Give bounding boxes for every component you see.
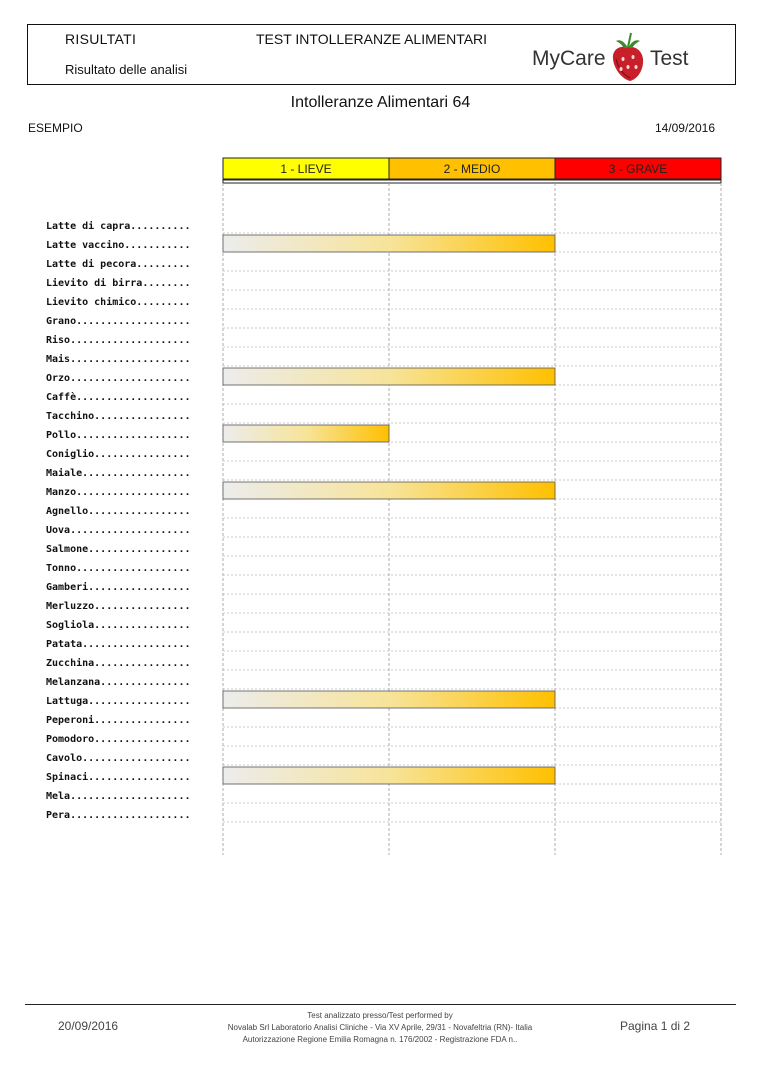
report-date: 14/09/2016 bbox=[654, 121, 715, 135]
food-label: Agnello................. bbox=[46, 506, 191, 517]
header-underline bbox=[223, 180, 721, 183]
food-label: Latte vaccino........... bbox=[46, 240, 191, 251]
intolerance-bar bbox=[223, 767, 555, 784]
intolerance-bar bbox=[223, 691, 555, 708]
food-label: Cavolo.................. bbox=[46, 753, 191, 764]
patient-name: ESEMPIO bbox=[28, 121, 83, 135]
food-label: Orzo.................... bbox=[46, 373, 191, 384]
food-label: Latte di pecora......... bbox=[46, 259, 191, 270]
intolerance-bar bbox=[223, 482, 555, 499]
food-label: Lievito di birra........ bbox=[46, 278, 191, 289]
food-label: Melanzana............... bbox=[46, 677, 191, 688]
footer-date: 20/09/2016 bbox=[58, 1019, 119, 1033]
logo-text-left: MyCare bbox=[532, 47, 606, 70]
level-header-label: 2 - MEDIO bbox=[443, 162, 501, 176]
food-label: Maiale.................. bbox=[46, 468, 191, 479]
food-label: Patata.................. bbox=[46, 639, 191, 650]
intolerance-bar bbox=[223, 235, 555, 252]
lab-info-line2: Novalab Srl Laboratorio Analisi Cliniche - Via XV Aprile, 29/31 - Novafeltria (RN)- Italia bbox=[227, 1023, 533, 1032]
level-header-label: 1 - LIEVE bbox=[280, 162, 332, 176]
intolerance-bar bbox=[223, 368, 555, 385]
lab-info-line3: Autorizzazione Regione Emilia Romagna n. 176/2002 - Registrazione FDA n.. bbox=[242, 1035, 518, 1044]
food-label: Coniglio................ bbox=[46, 449, 191, 460]
food-label: Peperoni................ bbox=[46, 715, 191, 726]
food-label: Sogliola................ bbox=[46, 620, 191, 631]
food-label: Zucchina................ bbox=[46, 658, 191, 669]
food-label: Riso.................... bbox=[46, 335, 191, 346]
food-label: Lievito chimico......... bbox=[46, 297, 191, 308]
food-label: Mela.................... bbox=[46, 791, 191, 802]
food-label: Uova.................... bbox=[46, 525, 191, 536]
food-label: Tacchino................ bbox=[46, 411, 191, 422]
food-label: Pollo................... bbox=[46, 430, 191, 441]
food-label: Mais.................... bbox=[46, 354, 191, 365]
level-header-label: 3 - GRAVE bbox=[608, 162, 668, 176]
food-label: Tonno................... bbox=[46, 563, 191, 574]
footer-divider bbox=[25, 1004, 736, 1005]
food-label: Caffè................... bbox=[46, 392, 191, 403]
header-title: RISULTATI bbox=[65, 31, 137, 47]
food-label: Latte di capra.......... bbox=[46, 221, 191, 232]
food-label: Grano................... bbox=[46, 316, 191, 327]
header-subtitle: Risultato delle analisi bbox=[65, 62, 188, 77]
test-name: TEST INTOLLERANZE ALIMENTARI bbox=[256, 31, 488, 47]
page-number: Pagina 1 di 2 bbox=[620, 1019, 691, 1033]
food-label: Manzo................... bbox=[46, 487, 191, 498]
food-label: Spinaci................. bbox=[46, 772, 191, 783]
report-title: Intolleranze Alimentari 64 bbox=[290, 94, 471, 111]
lab-info bbox=[150, 1010, 610, 1046]
lab-info-line1: Test analizzato presso/Test performed by bbox=[307, 1011, 453, 1020]
food-label: Pomodoro................ bbox=[46, 734, 191, 745]
food-label: Gamberi................. bbox=[46, 582, 191, 593]
food-label: Salmone................. bbox=[46, 544, 191, 555]
logo-text-right: Test bbox=[650, 47, 689, 70]
food-label: Lattuga................. bbox=[46, 696, 191, 707]
intolerance-bar bbox=[223, 425, 389, 442]
food-label: Merluzzo................ bbox=[46, 601, 191, 612]
food-label: Pera.................... bbox=[46, 810, 191, 821]
